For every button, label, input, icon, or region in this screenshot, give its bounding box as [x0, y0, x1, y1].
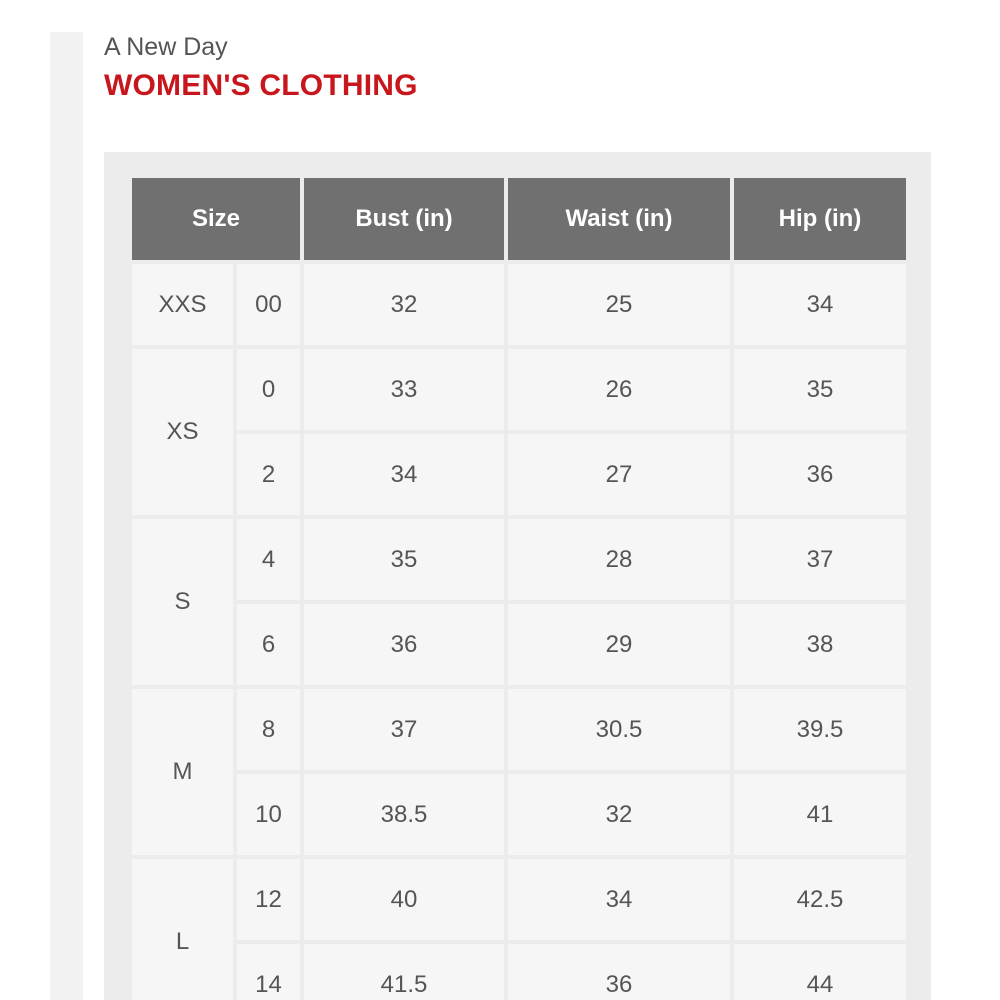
size-number-cell: 00 — [237, 264, 300, 345]
bust-cell: 38.5 — [304, 774, 504, 855]
hip-cell: 39.5 — [734, 689, 906, 770]
size-number-cell: 12 — [237, 859, 300, 940]
hip-cell: 38 — [734, 604, 906, 685]
bust-cell: 37 — [304, 689, 504, 770]
size-number-cell: 2 — [237, 434, 300, 515]
table-row — [132, 264, 906, 345]
size-letter-cell: L — [132, 859, 233, 1000]
waist-cell: 34 — [508, 859, 730, 940]
bust-cell: 33 — [304, 349, 504, 430]
waist-cell: 29 — [508, 604, 730, 685]
table-row — [132, 349, 906, 430]
waist-cell: 28 — [508, 519, 730, 600]
bust-cell: 34 — [304, 434, 504, 515]
bust-cell: 40 — [304, 859, 504, 940]
waist-cell: 27 — [508, 434, 730, 515]
table-header-row — [132, 178, 906, 260]
table-row — [132, 774, 906, 855]
waist-cell: 26 — [508, 349, 730, 430]
hip-cell: 42.5 — [734, 859, 906, 940]
hip-cell: 44 — [734, 944, 906, 1000]
waist-cell: 30.5 — [508, 689, 730, 770]
table-row — [132, 689, 906, 770]
size-number-cell: 14 — [237, 944, 300, 1000]
table-row — [132, 604, 906, 685]
hip-cell: 41 — [734, 774, 906, 855]
header-bust: Bust (in) — [304, 178, 504, 260]
table-row — [132, 434, 906, 515]
hip-cell: 34 — [734, 264, 906, 345]
hip-cell: 36 — [734, 434, 906, 515]
waist-cell: 25 — [508, 264, 730, 345]
size-number-cell: 8 — [237, 689, 300, 770]
table-row — [132, 519, 906, 600]
size-letter-cell: XXS — [132, 264, 233, 345]
size-letter-cell: S — [132, 519, 233, 685]
size-letter-cell: XS — [132, 349, 233, 515]
bust-cell: 41.5 — [304, 944, 504, 1000]
table-row — [132, 859, 906, 940]
bust-cell: 35 — [304, 519, 504, 600]
left-sidebar-strip — [50, 32, 83, 1000]
hip-cell: 35 — [734, 349, 906, 430]
size-number-cell: 6 — [237, 604, 300, 685]
category-title: WOMEN'S CLOTHING — [104, 69, 418, 102]
size-letter-cell: M — [132, 689, 233, 855]
bust-cell: 36 — [304, 604, 504, 685]
size-number-cell: 0 — [237, 349, 300, 430]
hip-cell: 37 — [734, 519, 906, 600]
brand-name: A New Day — [104, 33, 228, 61]
waist-cell: 32 — [508, 774, 730, 855]
header-hip: Hip (in) — [734, 178, 906, 260]
header-waist: Waist (in) — [508, 178, 730, 260]
header-size: Size — [132, 178, 300, 260]
waist-cell: 36 — [508, 944, 730, 1000]
size-chart-table — [128, 174, 910, 1000]
size-number-cell: 10 — [237, 774, 300, 855]
size-number-cell: 4 — [237, 519, 300, 600]
table-row — [132, 944, 906, 1000]
size-chart-panel — [104, 152, 931, 1000]
bust-cell: 32 — [304, 264, 504, 345]
